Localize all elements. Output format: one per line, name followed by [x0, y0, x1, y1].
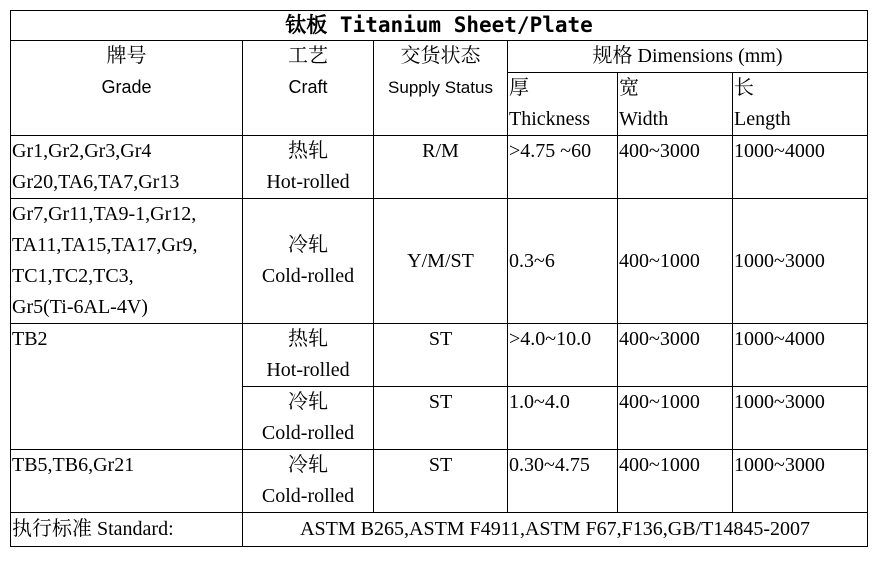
grade-line: Gr20,TA6,TA7,Gr13 [12, 171, 180, 193]
craft-en: Cold-rolled [261, 485, 355, 507]
width-cell: 400~1000 [618, 450, 733, 513]
grade-line: Gr7,Gr11,TA9-1,Gr12, [12, 203, 197, 225]
width-cell: 400~3000 [618, 136, 733, 199]
craft-en: Cold-rolled [261, 422, 355, 444]
status-cell: ST [374, 324, 508, 387]
craft-en: Cold-rolled [261, 265, 355, 287]
header-thickness-en: Thickness [509, 108, 591, 130]
length-cell: 1000~3000 [733, 450, 868, 513]
thickness-cell: 0.30~4.75 [508, 450, 618, 513]
grade-line: TB5,TB6,Gr21 [12, 454, 135, 476]
header-length-en: Length [734, 108, 791, 130]
header-grade-en: Grade [101, 77, 152, 97]
status-cell: ST [374, 387, 508, 450]
thickness-cell: 0.3~6 [508, 199, 618, 324]
header-length-cn: 长 [734, 77, 754, 99]
craft-cn: 冷轧 [288, 391, 328, 413]
table-row [11, 450, 868, 513]
grade-line: Gr5(Ti-6AL-4V) [12, 296, 148, 318]
craft-cn: 热轧 [288, 140, 328, 162]
table-title-row [11, 11, 868, 41]
standard-label: 执行标准 Standard: [11, 513, 243, 547]
grade-cell [11, 199, 243, 324]
craft-cell [243, 199, 374, 324]
grade-cell [11, 136, 243, 199]
titanium-spec-table [10, 10, 868, 547]
header-status-cn: 交货状态 [400, 45, 481, 67]
craft-cn: 热轧 [288, 328, 328, 350]
status-cell: R/M [374, 136, 508, 199]
header-grade-cn: 牌号 [106, 45, 147, 67]
craft-cell [243, 324, 374, 387]
header-status-en: Supply Status [388, 78, 493, 97]
thickness-cell: 1.0~4.0 [508, 387, 618, 450]
standard-value: ASTM B265,ASTM F4911,ASTM F67,F136,GB/T14845-2007 [243, 513, 868, 547]
grade-line: TA11,TA15,TA17,Gr9, [12, 234, 198, 256]
length-cell: 1000~4000 [733, 136, 868, 199]
grade-line: TB2 [12, 328, 48, 350]
grade-cell [11, 324, 243, 450]
craft-en: Hot-rolled [266, 171, 350, 193]
thickness-cell: >4.75 ~60 [508, 136, 618, 199]
length-cell: 1000~3000 [733, 199, 868, 324]
header-dimensions: 规格 Dimensions (mm) [508, 41, 868, 73]
header-width [618, 73, 733, 136]
craft-cell [243, 387, 374, 450]
craft-cn: 冷轧 [288, 234, 328, 256]
header-length [733, 73, 868, 136]
header-thickness [508, 73, 618, 136]
length-cell: 1000~3000 [733, 387, 868, 450]
table-row [11, 324, 868, 387]
thickness-cell: >4.0~10.0 [508, 324, 618, 387]
craft-cn: 冷轧 [288, 454, 328, 476]
length-cell: 1000~4000 [733, 324, 868, 387]
status-cell: Y/M/ST [374, 199, 508, 324]
header-craft-cn: 工艺 [288, 45, 328, 67]
grade-line: Gr1,Gr2,Gr3,Gr4 [12, 140, 152, 162]
header-status [374, 41, 508, 136]
header-width-en: Width [619, 108, 669, 130]
table-row [11, 136, 868, 199]
header-craft-en: Craft [288, 77, 328, 97]
header-thickness-cn: 厚 [509, 77, 529, 99]
header-width-cn: 宽 [619, 77, 639, 99]
width-cell: 400~1000 [618, 199, 733, 324]
table-row [11, 199, 868, 324]
width-cell: 400~1000 [618, 387, 733, 450]
craft-cell [243, 136, 374, 199]
table-title: 钛板 Titanium Sheet/Plate [11, 11, 868, 41]
header-craft [243, 41, 374, 136]
header-grade [11, 41, 243, 136]
standard-row [11, 513, 868, 547]
grade-line: TC1,TC2,TC3, [12, 265, 134, 287]
grade-cell [11, 450, 243, 513]
status-cell: ST [374, 450, 508, 513]
craft-cell [243, 450, 374, 513]
width-cell: 400~3000 [618, 324, 733, 387]
craft-en: Hot-rolled [266, 359, 350, 381]
header-row [11, 41, 868, 73]
